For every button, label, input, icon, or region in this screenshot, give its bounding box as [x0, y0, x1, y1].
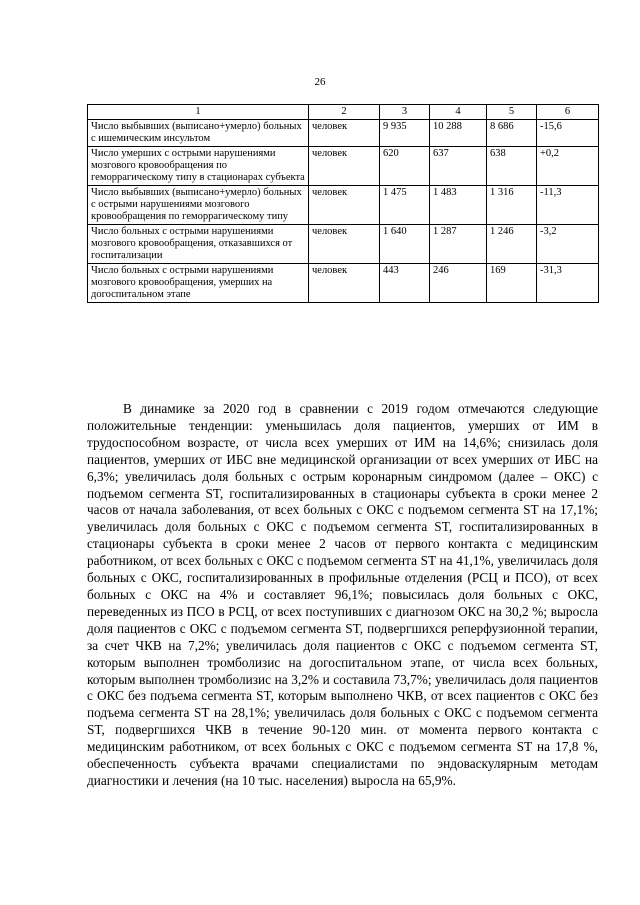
table-header-cell: 3	[380, 105, 430, 120]
table-row	[88, 120, 599, 147]
statistics-table	[87, 104, 599, 303]
table-row	[88, 186, 599, 225]
value-cell: 1 475	[380, 186, 430, 225]
value-cell: 10 288	[430, 120, 487, 147]
indicator-label: Число выбывших (выписано+умерло) больных с ишемическим инсультом	[88, 120, 309, 147]
value-cell: 1 483	[430, 186, 487, 225]
page-number: 26	[314, 76, 326, 88]
change-cell: -31,3	[537, 264, 599, 303]
value-cell: 443	[380, 264, 430, 303]
value-cell: 1 287	[430, 225, 487, 264]
value-cell: 637	[430, 147, 487, 186]
table-header-cell: 6	[537, 105, 599, 120]
value-cell: 1 246	[487, 225, 537, 264]
value-cell: 169	[487, 264, 537, 303]
value-cell: 9 935	[380, 120, 430, 147]
unit-cell: человек	[309, 147, 380, 186]
table-header-cell: 1	[88, 105, 309, 120]
change-cell: -11,3	[537, 186, 599, 225]
unit-cell: человек	[309, 264, 380, 303]
change-cell: +0,2	[537, 147, 599, 186]
value-cell: 246	[430, 264, 487, 303]
indicator-label: Число выбывших (выписано+умерло) больных с острыми нарушениями мозгового кровообращения по геморрагическому типу	[88, 186, 309, 225]
value-cell: 620	[380, 147, 430, 186]
table-row	[88, 147, 599, 186]
unit-cell: человек	[309, 225, 380, 264]
table-header-cell: 5	[487, 105, 537, 120]
indicator-label: Число больных с острыми нарушениями мозгового кровообращения, отказавшихся от госпитализации	[88, 225, 309, 264]
value-cell: 638	[487, 147, 537, 186]
paragraph-text: В динамике за 2020 год в сравнении с 2019 годом отмечаются следующие положительные тенденции: уменьшилась доля пациентов, умерших от ИМ в трудоспособном возрасте, от числа всех умерших от ИМ на 14,6%; снизилась доля пациентов, умерших от ИБС вне медицинской организации от всех умерших от ИБС на 6,3%; увеличилась доля больных с острым коронарным синдромом (далее – ОКС) с подъемом сегмента ST, госпитализированных в стационары субъекта в сроки менее 2 часов от начала заболевания, от всех больных с ОКС с подъемом сегмента ST на 17,1%; увеличилась доля больных с ОКС с подъемом сегмента ST, госпитализированных в стационары субъекта в сроки менее 2 часов от первого контакта с медицинским работником, от всех больных с ОКС с подъемом сегмента ST на 41,1%, увеличилась доля больных с ОКС, госпитализированных в профильные отделения (РСЦ и ПСО), от всех больных с ОКС на 4% и составляет 96,1%; повысилась доля больных с ОКС, переведенных из ПСО в РСЦ, от всех поступивших с диагнозом ОКС на 30,2 %; выросла доля пациентов с ОКС с подъемом сегмента ST, подвергшихся реперфузионной терапии, за счет ЧКВ на 7,2%; увеличилась доля пациентов с ОКС с подъемом сегмента ST, которым выполнен тромболизис на догоспитальном этапе, от числа всех больных, которым выполнен тромболизис на 3,2% и составила 73,7%; увеличилась доля пациентов с ОКС без подъема сегмента ST, которым выполнено ЧКВ, от всех пациентов с ОКС без подъема сегмента ST на 28,1%; увеличилась доля больных с ОКС с подъемом сегмента ST, подвергшихся ЧКВ в течение 90-120 мин. от момента первого контакта с медицинским работником, от всех больных с ОКС с подъемом сегмента ST на 17,8 %, обеспеченность субъекта врачами специалистами по эндоваскулярным методам диагностики и лечения (на 10 тыс. населения) выросла на 65,9%.	[87, 401, 598, 788]
table-row	[88, 225, 599, 264]
table-header-row	[88, 105, 599, 120]
indicator-label: Число умерших с острыми нарушениями мозгового кровообращения по геморрагическому типу в стационарах субъекта	[88, 147, 309, 186]
change-cell: -15,6	[537, 120, 599, 147]
unit-cell: человек	[309, 186, 380, 225]
value-cell: 1 316	[487, 186, 537, 225]
table-row	[88, 264, 599, 303]
table-header-cell: 4	[430, 105, 487, 120]
unit-cell: человек	[309, 120, 380, 147]
change-cell: -3,2	[537, 225, 599, 264]
body-paragraph	[87, 401, 598, 790]
value-cell: 8 686	[487, 120, 537, 147]
table-header-cell: 2	[309, 105, 380, 120]
indicator-label: Число больных с острыми нарушениями мозгового кровообращения, умерших на догоспитальном этапе	[88, 264, 309, 303]
value-cell: 1 640	[380, 225, 430, 264]
